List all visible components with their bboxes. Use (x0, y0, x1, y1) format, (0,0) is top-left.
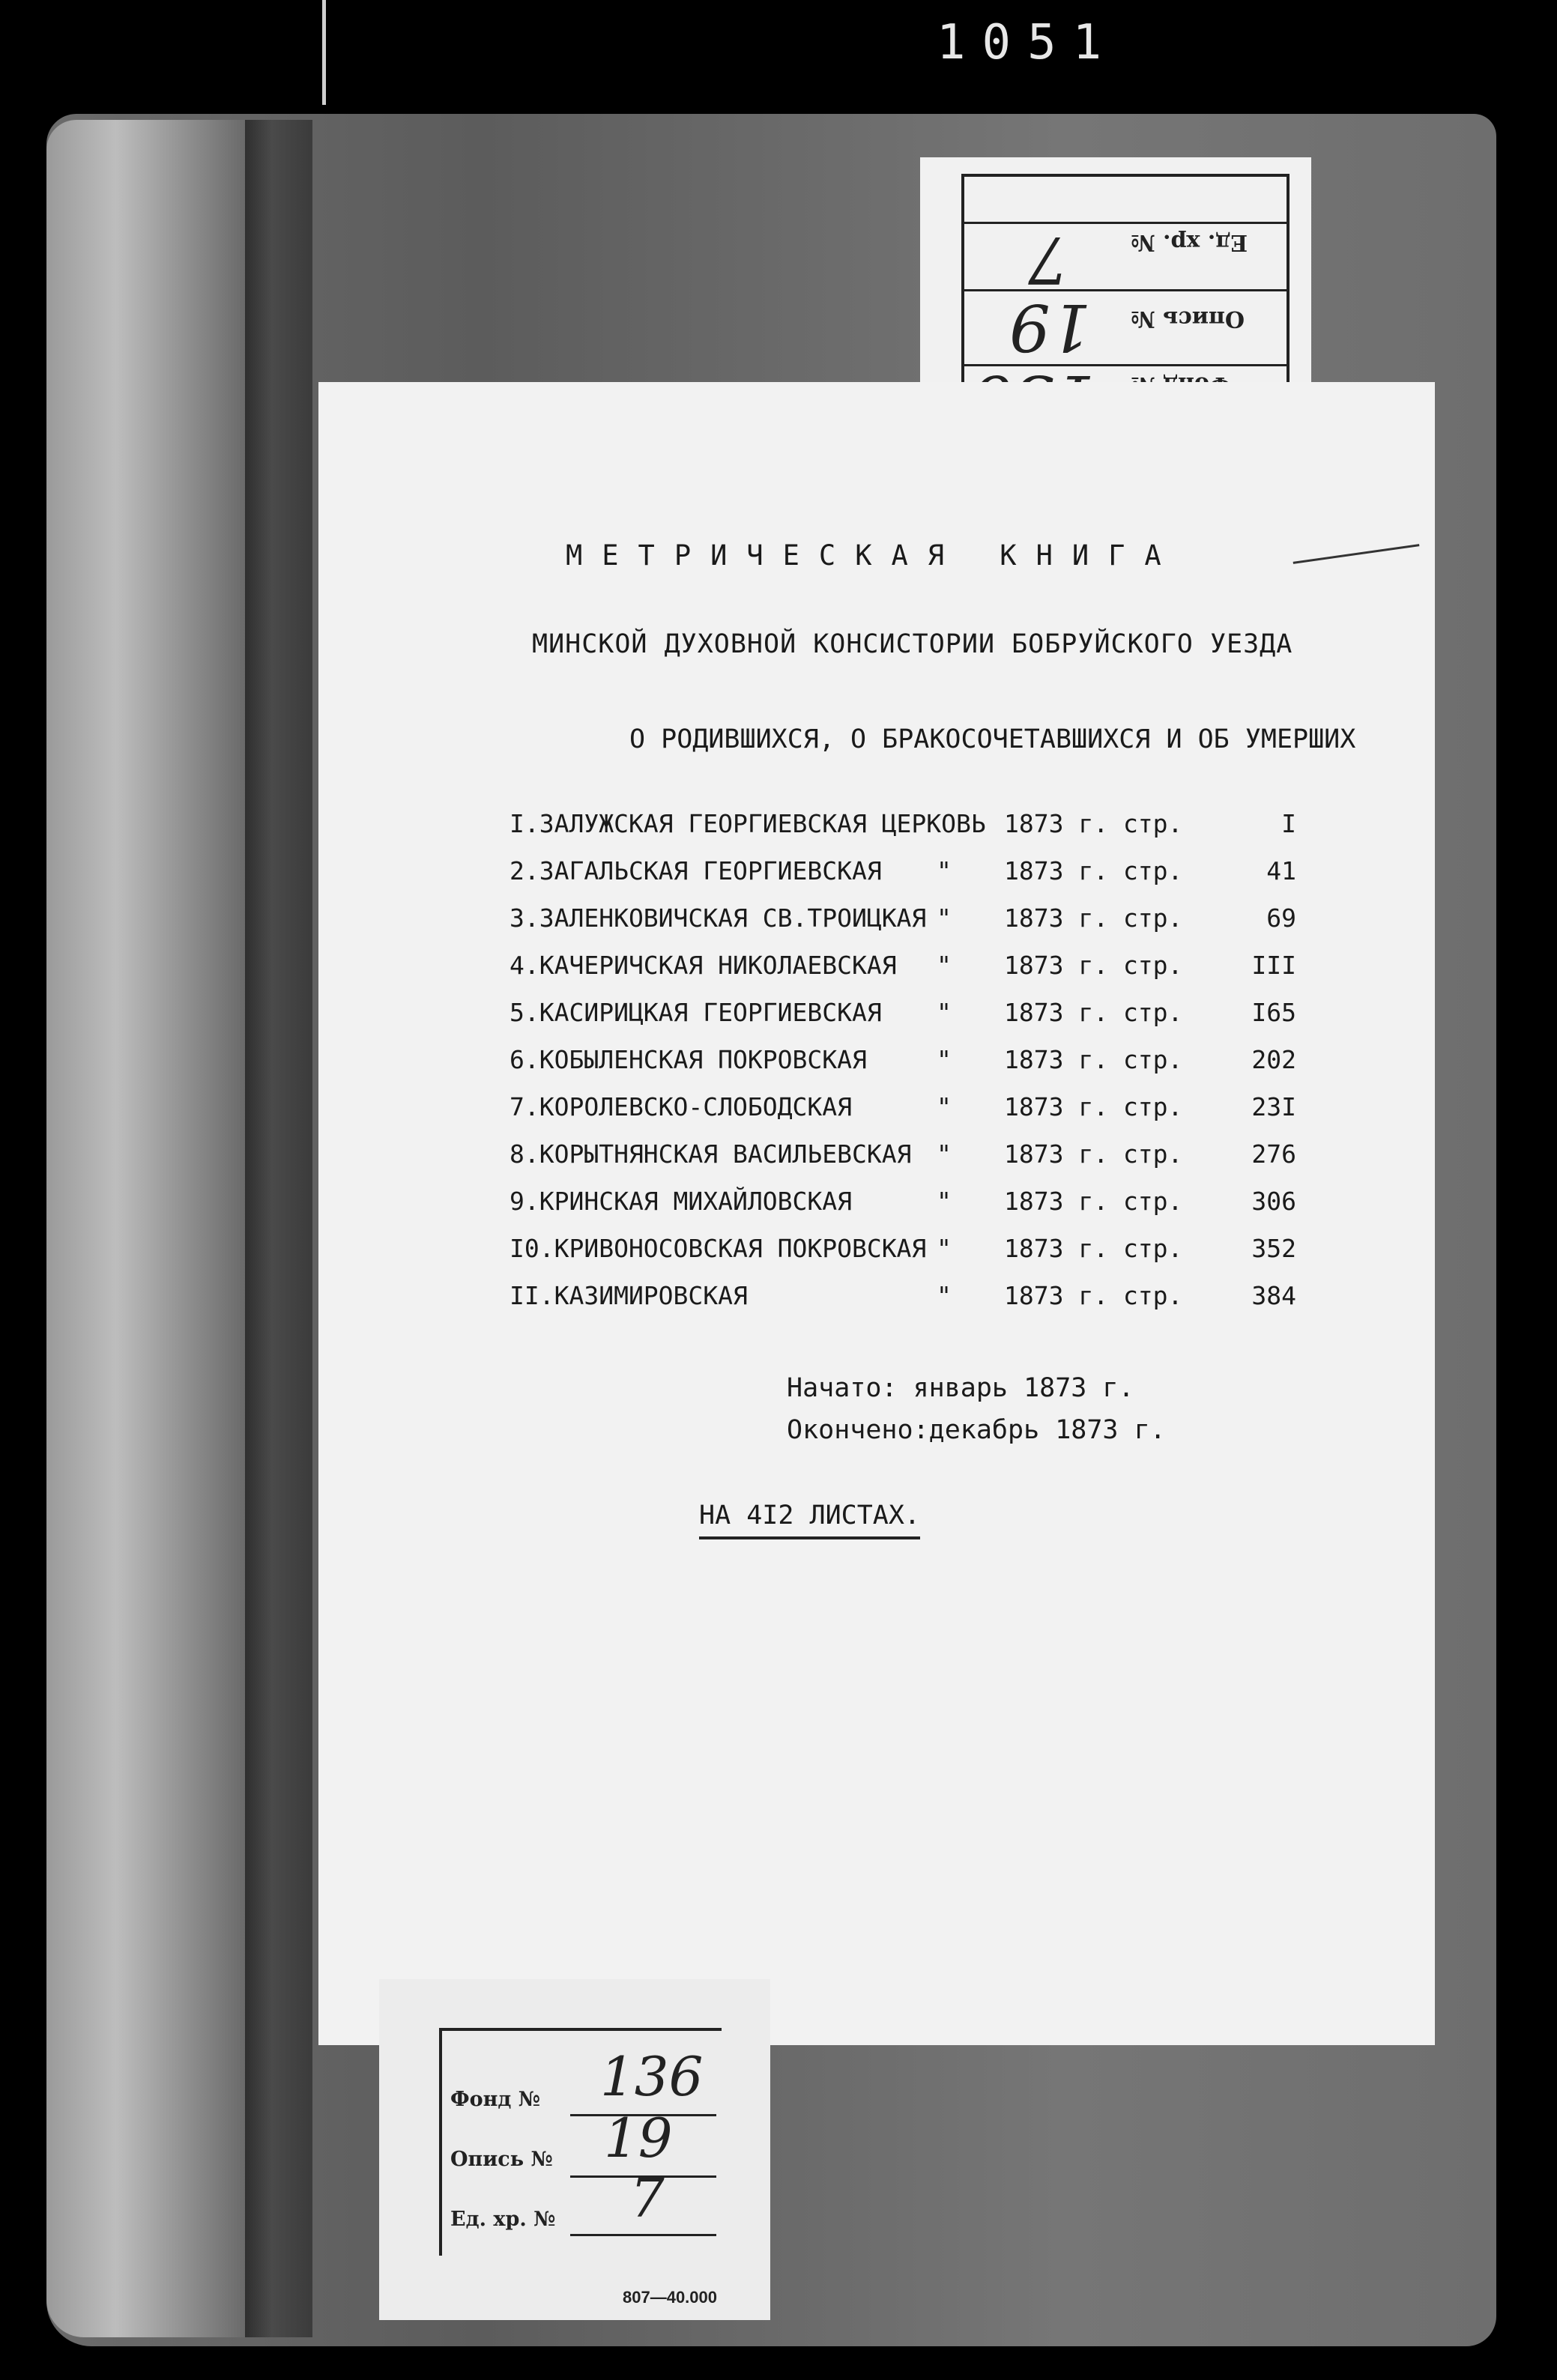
ditto-mark: " (937, 951, 952, 980)
church-name: I.ЗАЛУЖСКАЯ ГЕОРГИЕВСКАЯ ЦЕРКОВЬ (510, 809, 986, 838)
entry-page: 41 (1266, 856, 1296, 885)
form-code: 807—40.000 (623, 2288, 717, 2307)
top-label-opis-label: Опись № (1131, 306, 1245, 332)
entry-page: 23I (1251, 1092, 1296, 1121)
church-name: 3.ЗАЛЕНКОВИЧСКАЯ СВ.ТРОИЦКАЯ (510, 903, 927, 933)
entry-page: 276 (1251, 1139, 1296, 1169)
film-edge-mark (322, 0, 326, 105)
document-subtitle: МИНСКОЙ ДУХОВНОЙ КОНСИСТОРИИ БОБРУЙСКОГО УЕЗДА (532, 629, 1293, 659)
ditto-mark: " (937, 1281, 952, 1310)
entry-page: 384 (1251, 1281, 1296, 1310)
ditto-mark: " (937, 998, 952, 1027)
ditto-mark: " (937, 903, 952, 933)
title-sheet (318, 382, 1435, 2045)
frame-number: 1051 (937, 15, 1119, 70)
entry-page: 352 (1251, 1234, 1296, 1263)
document-subtitle-2: О РОДИВШИХСЯ, О БРАКОСОЧЕТАВШИХСЯ И ОБ УМЕРШИХ (629, 724, 1356, 754)
church-name: 4.КАЧЕРИЧСКАЯ НИКОЛАЕВСКАЯ (510, 951, 897, 980)
entry-year: 1873 г. стр. (1004, 1187, 1183, 1216)
entry-year: 1873 г. стр. (1004, 998, 1183, 1027)
opis-value: 19 (604, 2107, 673, 2169)
start-date: Начато: январь 1873 г. (787, 1373, 1134, 1403)
top-label-ed-value: 7 (1028, 222, 1069, 297)
entry-page: 306 (1251, 1187, 1296, 1216)
top-label-opis-value: 19 (1009, 289, 1092, 364)
ditto-mark: " (937, 1139, 952, 1169)
entry-year: 1873 г. стр. (1004, 856, 1183, 885)
bottom-archive-label (379, 1979, 770, 2320)
ed-label: Ед. хр. № (450, 2208, 556, 2231)
ditto-mark: " (937, 856, 952, 885)
top-label-ed-label: Ед. хр. № (1131, 229, 1248, 255)
church-name: 7.КОРОЛЕВСКО-СЛОБОДСКАЯ (510, 1092, 852, 1121)
church-name: II.КАЗИМИРОВСКАЯ (510, 1281, 748, 1310)
entry-page: III (1251, 951, 1296, 980)
church-name: I0.КРИВОНОСОВСКАЯ ПОКРОВСКАЯ (510, 1234, 927, 1263)
entry-page: I65 (1251, 998, 1296, 1027)
pen-stroke (1293, 544, 1420, 564)
fond-label: Фонд № (450, 2088, 541, 2111)
ditto-mark: " (937, 1092, 952, 1121)
book-spine (46, 120, 245, 2337)
church-name: 9.КРИНСКАЯ МИХАЙЛОВСКАЯ (510, 1187, 852, 1216)
church-name: 8.КОРЫТНЯНСКАЯ ВАСИЛЬЕВСКАЯ (510, 1139, 912, 1169)
entry-year: 1873 г. стр. (1004, 1281, 1183, 1310)
document-title: МЕТРИЧЕСКАЯ КНИГА (566, 539, 1181, 572)
entry-year: 1873 г. стр. (1004, 1092, 1183, 1121)
entry-page: I (1281, 809, 1296, 838)
ed-value: 7 (630, 2166, 665, 2229)
entry-page: 202 (1251, 1045, 1296, 1074)
entry-year: 1873 г. стр. (1004, 1139, 1183, 1169)
entry-year: 1873 г. стр. (1004, 1234, 1183, 1263)
entry-year: 1873 г. стр. (1004, 809, 1183, 838)
church-name: 6.КОБЫЛЕНСКАЯ ПОКРОВСКАЯ (510, 1045, 867, 1074)
ditto-mark: " (937, 1187, 952, 1216)
ditto-mark: " (937, 1234, 952, 1263)
entry-page: 69 (1266, 903, 1296, 933)
ditto-mark: " (937, 1045, 952, 1074)
spine-band (245, 120, 312, 2337)
church-name: 5.КАСИРИЦКАЯ ГЕОРГИЕВСКАЯ (510, 998, 882, 1027)
entry-year: 1873 г. стр. (1004, 903, 1183, 933)
date-range (787, 1367, 1166, 1451)
top-label-row-divider (964, 222, 1287, 224)
entry-year: 1873 г. стр. (1004, 1045, 1183, 1074)
end-date: Окончено:декабрь 1873 г. (787, 1415, 1166, 1445)
sheet-count: НА 4I2 ЛИСТАХ. (699, 1501, 920, 1539)
fond-value: 136 (600, 2045, 704, 2108)
opis-label: Опись № (450, 2148, 553, 2171)
entry-year: 1873 г. стр. (1004, 951, 1183, 980)
ed-underline (570, 2234, 716, 2236)
church-name: 2.ЗАГАЛЬСКАЯ ГЕОРГИЕВСКАЯ (510, 856, 882, 885)
